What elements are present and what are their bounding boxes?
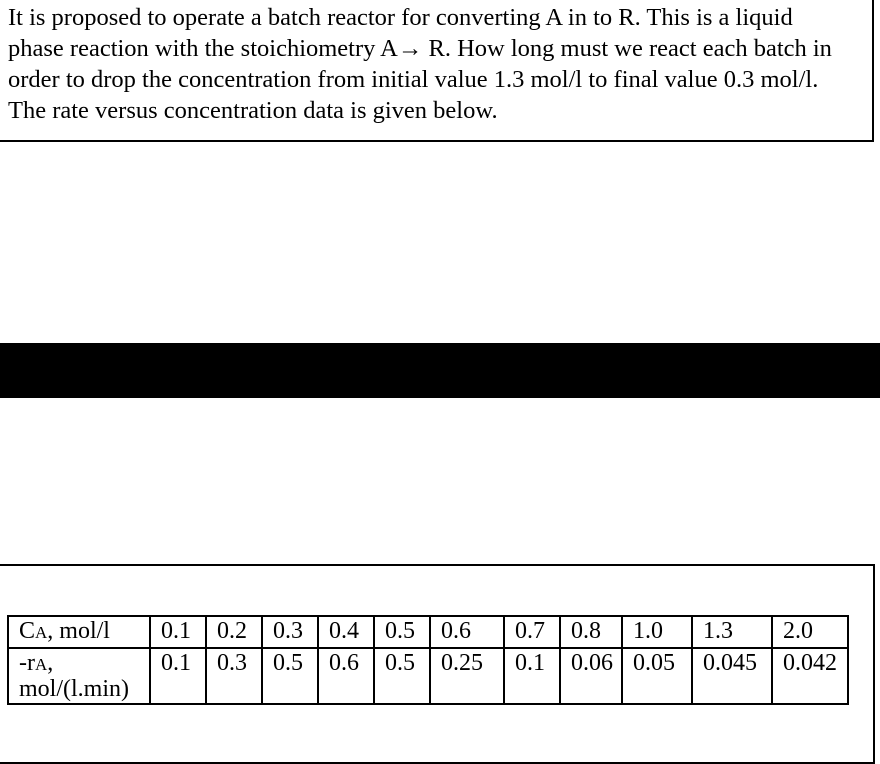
table-cell: 0.6 xyxy=(430,616,504,648)
table-cell: 2.0 xyxy=(772,616,848,648)
rate-comma: , xyxy=(47,650,54,676)
table-row-concentration xyxy=(8,616,848,648)
problem-statement-box xyxy=(0,0,874,142)
problem-line-2: phase reaction with the stoichiometry A→ R. How long must we react each batch in xyxy=(8,35,832,62)
table-cell: 0.5 xyxy=(262,648,318,704)
problem-line-1: It is proposed to operate a batch reactor for converting A in to R. This is a liquid xyxy=(8,4,793,31)
table-cell: 0.2 xyxy=(206,616,262,648)
table-cell: 0.3 xyxy=(206,648,262,704)
table-cell: 0.4 xyxy=(318,616,374,648)
problem-line-3: order to drop the concentration from initial value 1.3 mol/l to final value 0.3 mol/l. xyxy=(8,66,819,93)
table-cell: 0.06 xyxy=(560,648,622,704)
redaction-band xyxy=(0,343,880,398)
problem-line-4: The rate versus concentration data is given below. xyxy=(8,97,498,124)
table-cell: 0.045 xyxy=(692,648,772,704)
rate-label xyxy=(8,648,150,704)
table-cell: 0.5 xyxy=(374,616,430,648)
table-cell: 0.042 xyxy=(772,648,848,704)
table-cell: 0.3 xyxy=(262,616,318,648)
table-cell: 0.25 xyxy=(430,648,504,704)
table-cell: 0.05 xyxy=(622,648,692,704)
table-cell: 0.1 xyxy=(150,616,206,648)
concentration-unit: , mol/l xyxy=(47,618,110,644)
concentration-symbol: C xyxy=(19,618,36,644)
table-cell: 0.8 xyxy=(560,616,622,648)
table-cell: 0.7 xyxy=(504,616,560,648)
table-cell: 1.0 xyxy=(622,616,692,648)
rate-concentration-table xyxy=(7,615,849,705)
table-cell: 0.1 xyxy=(504,648,560,704)
table-cell: 1.3 xyxy=(692,616,772,648)
table-cell: 0.5 xyxy=(374,648,430,704)
concentration-subscript: A xyxy=(35,623,48,642)
table-cell: 0.6 xyxy=(318,648,374,704)
table-row-rate xyxy=(8,648,848,704)
rate-symbol: -r xyxy=(19,650,35,676)
rate-subscript: A xyxy=(34,655,48,674)
rate-unit: mol/(l.min) xyxy=(19,676,129,702)
problem-statement xyxy=(8,2,864,126)
concentration-label xyxy=(8,616,150,648)
table-cell: 0.1 xyxy=(150,648,206,704)
